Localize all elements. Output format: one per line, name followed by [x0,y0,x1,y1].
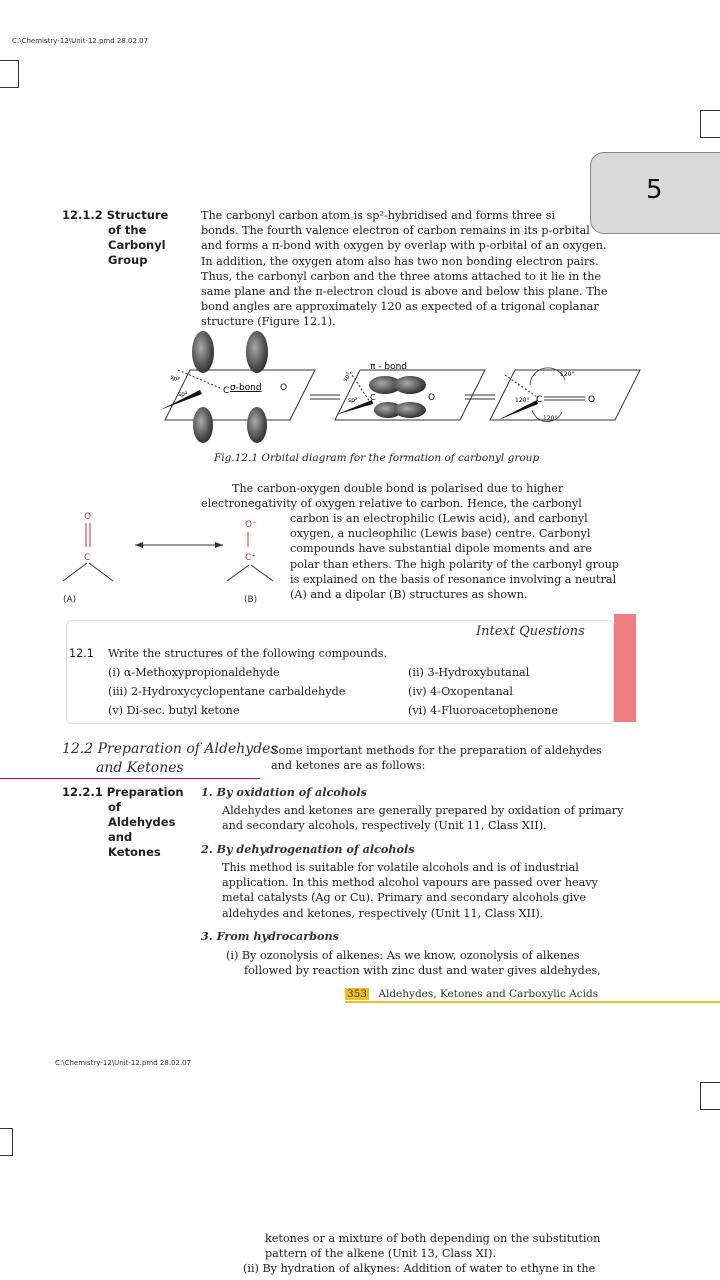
side-heading-structure: 12.1.2 Structure of the Carbonyl Group [62,208,169,267]
crop-mark [0,1128,13,1156]
file-path-footer: C:\Chemistry-12\Unit-12.pmd 28.02.07 [55,1059,192,1067]
svg-text:C: C [370,393,376,402]
chapter-title: Aldehydes, Ketones and Carboxylic Acids [378,988,599,1000]
section-title-line2: and Ketones [96,760,184,776]
section-intro: and ketones are as follows: [271,759,426,772]
question-item: (i) α-Methoxypropionaldehyde [108,666,280,679]
atom-c-plus-label: C⁺ [245,553,257,563]
svg-text:sp²: sp² [178,391,188,398]
section-title: 12.2 Preparation of Aldehydes [62,741,278,757]
intext-accent-band [614,614,636,722]
file-path-header: C:\Chemistry-12\Unit-12.pmd 28.02.07 [12,37,149,45]
svg-text:O: O [428,393,436,403]
method-paragraph: (i) By ozonolysis of alkenes: As we know, ozonolysis of alkenes followed by reaction with zinc dust and water gives aldehydes, [226,949,601,978]
question-item: (ii) 3-Hydroxybutanal [408,666,530,679]
svg-text:120°: 120° [543,415,558,422]
resonance-paragraph: carbon is an electrophilic (Lewis acid), and carbonyl oxygen, a nucleophilic (Lewis base) centre. Carbonyl compounds have substantial dipole moments and are polar than ethers. The high polarity of the carbonyl group is explained on the basis of resonance involving a neutral (A) and a dipolar (B) structures as shown. [290,512,620,602]
atom-c-label: C [84,553,91,563]
svg-text:120°: 120° [560,371,575,378]
svg-text:C: C [223,386,230,396]
svg-text:O: O [280,383,288,393]
page-tab-number: 5 [646,175,663,205]
resonance-paragraph-top: The carbon-oxygen double bond is polarised due to higher [232,482,564,495]
method-paragraph: This method is suitable for volatile alcohols and is of industrial application. In this method alcohol vapours are passed over heavy metal catalysts (Ag or Cu). Primary and secondary alcohols give aldehydes and ketones, respectively (Unit 11, Class XII). [222,861,598,920]
crop-mark [700,110,720,138]
structure-b-label: (B) [244,595,258,605]
method-heading: 2. By dehydrogenation of alcohols [201,842,415,856]
method-heading: 3. From hydrocarbons [201,929,339,943]
sigma-bond-label: σ-bond [230,383,262,393]
svg-text:C: C [536,395,543,405]
crop-mark [700,1082,720,1110]
crop-mark [0,60,19,88]
structure-a-label: (A) [63,595,77,605]
pi-cloud-lobe [394,402,426,418]
svg-text:120°: 120° [515,397,530,404]
svg-text:sp²: sp² [341,371,353,383]
intext-title: Intext Questions [476,624,585,639]
question-item: (v) Di-sec. butyl ketone [108,704,240,717]
side-heading-preparation: 12.2.1 Preparation of Aldehydes and Ketones [62,785,184,859]
p-orbital-lobe [247,407,267,443]
svg-text:sp²: sp² [169,373,181,384]
page-footer [345,988,598,1000]
pi-cloud-lobe [394,376,426,394]
pi-bond-label: π - bond [370,362,408,372]
p-orbital-lobe [192,331,214,373]
question-item: (iii) 2-Hydroxycyclopentane carbaldehyde [108,685,346,698]
figure-caption: Fig.12.1 Orbital diagram for the formation of carbonyl group [214,452,540,464]
method-heading: 1. By oxidation of alcohols [201,785,367,799]
section-title-rule [0,778,260,779]
question-text: Write the structures of the following compounds. [108,647,388,660]
p-orbital-lobe [193,407,213,443]
structure-paragraph: The carbonyl carbon atom is sp²-hybridised and forms three si bonds. The fourth valence electron of carbon remains in its p-orbital and forms a π-bond with oxygen by overlap with p-orbital of an oxygen. In addition, the oxygen atom also has two non bonding electron pairs. Thus, the carbonyl carbon and the three atoms attached to it lie in the same plane and the π-electron cloud is above and below this plane. The bond angles are approximately 120 as expected of a trigonal coplanar structure (Figure 12.1). [201,209,608,329]
footer-rule [345,1001,720,1003]
next-page-paragraph: ketones or a mixture of both depending on the substitution pattern of the alkene (Unit 13, Class XI). (ii) By hydration of alkynes: Addition of water to ethyne in the [243,1232,601,1276]
method-paragraph: Aldehydes and ketones are generally prepared by oxidation of primary and secondary alcohols, respectively (Unit 11, Class XII). [222,804,624,833]
resonance-structures [55,505,285,605]
p-orbital-lobe [246,331,268,373]
atom-o-label: O [84,512,92,522]
question-number: 12.1 [69,647,94,660]
svg-text:sp²: sp² [348,397,358,404]
orbital-diagram-figure [160,330,650,448]
page-number: 353 [347,988,368,1000]
plane-panel-1 [165,370,315,420]
question-item: (iv) 4-Oxopentanal [408,685,513,698]
atom-o-minus-label: O⁻ [245,520,257,530]
question-item: (vi) 4-Fluoroacetophenone [408,704,558,717]
section-intro: Some important methods for the preparation of aldehydes [271,744,602,757]
resonance-paragraph-line2: electronegativity of oxygen relative to carbon. Hence, the carbonyl [201,497,582,510]
svg-text:O: O [588,395,596,405]
